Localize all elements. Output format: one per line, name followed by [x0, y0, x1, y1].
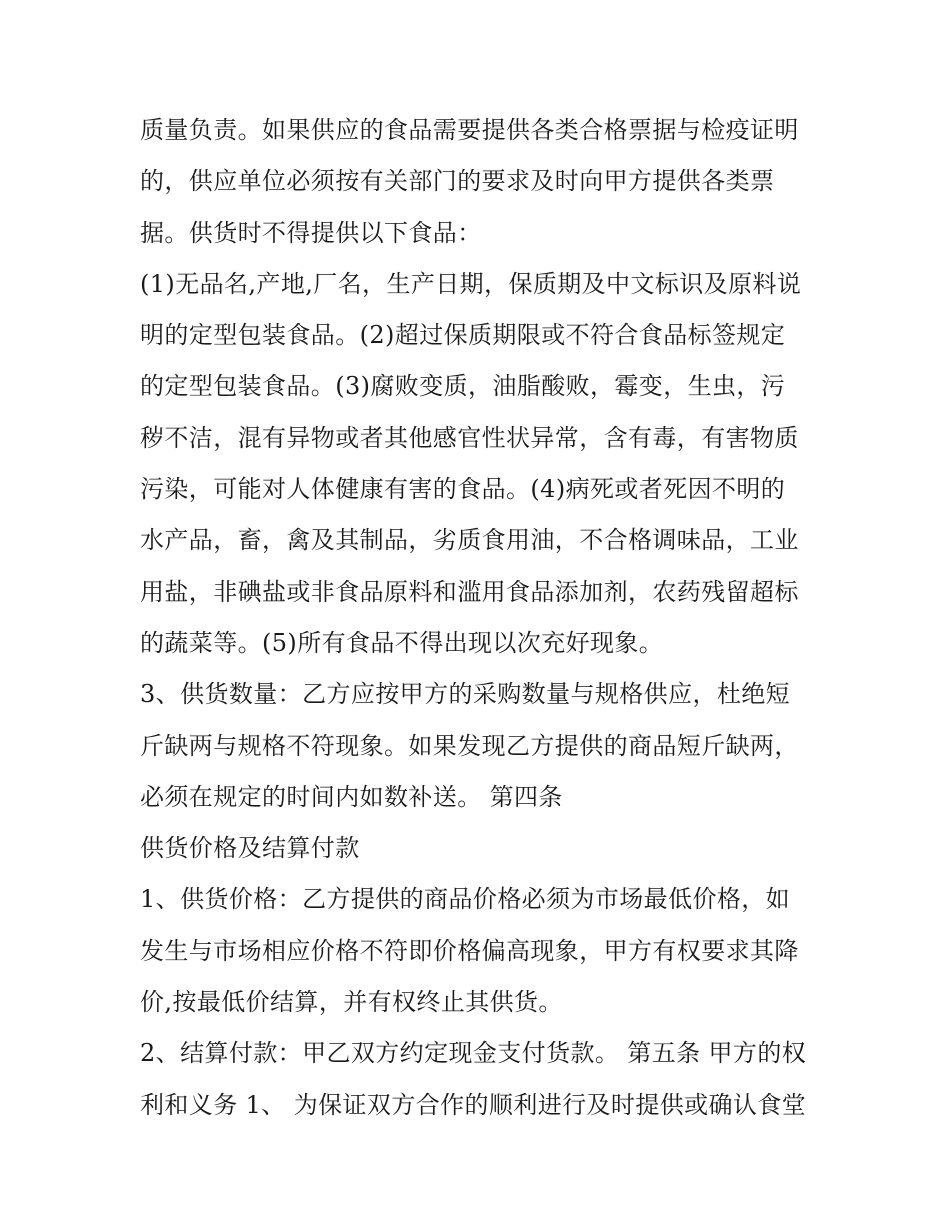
text-line: 水产品，畜，禽及其制品，劣质食用油，不合格调味品，工业 — [140, 526, 799, 555]
text-line: 2、结算付款：甲乙双方约定现金支付货款。 第五条 甲方的权 — [140, 1039, 807, 1068]
text-line: 必须在规定的时间内如数补送。 第四条 — [140, 782, 563, 811]
text-line: 利和义务 1、 为保证双方合作的顺利进行及时提供或确认食堂 — [140, 1090, 807, 1119]
text-line: 秽不洁，混有异物或者其他感官性状异常，含有毒，有害物质 — [140, 423, 799, 452]
text-line: 斤缺两与规格不符现象。如果发现乙方提供的商品短斤缺两， — [140, 731, 799, 760]
text-line: 的定型包装食品。(3)腐败变质，油脂酸败，霉变，生虫，污 — [140, 372, 786, 401]
text-line: 发生与市场相应价格不符即价格偏高现象，甲方有权要求其降 — [140, 936, 799, 965]
text-line: 污染，可能对人体健康有害的食品。(4)病死或者死因不明的 — [140, 475, 786, 504]
document-body — [140, 105, 820, 1131]
text-line: 价,按最低价结算，并有权终止其供货。 — [140, 988, 563, 1017]
text-line: 质量负责。如果供应的食品需要提供各类合格票据与检疫证明 — [140, 116, 799, 144]
text-line: 的，供应单位必须按有关部门的要求及时向甲方提供各类票 — [140, 167, 775, 196]
text-line: 用盐，非碘盐或非食品原料和滥用食品添加剂，农药残留超标 — [140, 577, 799, 606]
section-heading: 供货价格及结算付款 — [140, 834, 360, 863]
text-line: 明的定型包装食品。(2)超过保质期限或不符合食品标签规定 — [140, 321, 786, 350]
text-line: 据。供货时不得提供以下食品： — [140, 218, 482, 247]
text-line: 的蔬菜等。(5)所有食品不得出现以次充好现象。 — [140, 628, 664, 657]
text-line: (1)无品名,产地,厂名，生产日期，保质期及中文标识及原料说 — [140, 269, 802, 298]
text-line: 1、供货价格：乙方提供的商品价格必须为市场最低价格，如 — [140, 885, 791, 914]
text-line: 3、供货数量：乙方应按甲方的采购数量与规格供应，杜绝短 — [140, 680, 791, 709]
